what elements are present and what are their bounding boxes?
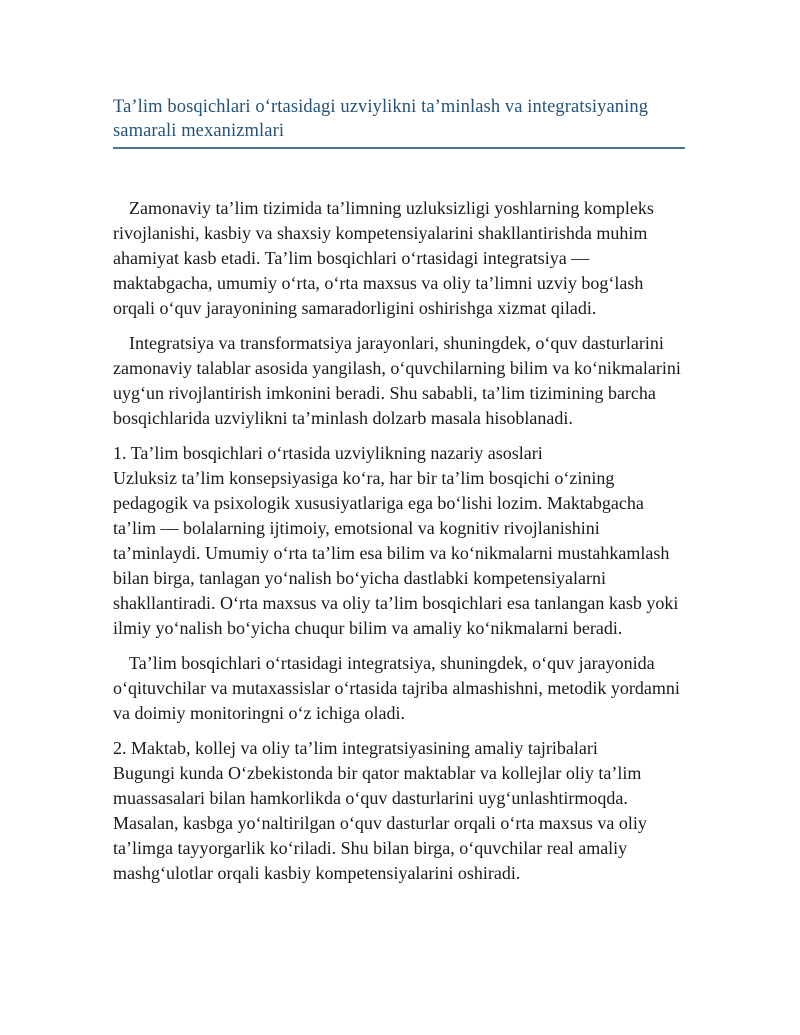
section-1 [113,441,685,641]
document-title: Ta’lim bosqichlari oʻrtasidagi uzviylikni ta’minlash va integratsiyaning samarali mexanizmlari [113,95,685,149]
paragraph-intro-1: Zamonaviy ta’lim tizimida ta’limning uzluksizligi yoshlarning kompleks rivojlanishi, kasbiy va shaxsiy kompetensiyalarini shakllantirishda muhim ahamiyat kasb etadi. Ta’lim bosqichlari oʻrtasidagi integratsiya — maktabgacha, umumiy oʻrta, oʻrta maxsus va oliy ta’limni uzviy bogʻlash orqali oʻquv jarayonining samaradorligini oshirishga xizmat qiladi. [113,198,654,318]
section-1-heading: 1. Ta’lim bosqichlari oʻrtasida uzviylikning nazariy asoslari [113,443,543,463]
document-body [113,196,685,886]
section-2 [113,736,685,886]
paragraph-integration: Ta’lim bosqichlari oʻrtasidagi integratsiya, shuningdek, oʻquv jarayonida oʻqituvchilar va mutaxassislar oʻrtasida tajriba almashishni, metodik yordamni va doimiy monitoringni oʻz ichiga oladi. [113,653,680,723]
section-2-heading: 2. Maktab, kollej va oliy ta’lim integratsiyasining amaliy tajribalari [113,738,598,758]
paragraph-intro-2: Integratsiya va transformatsiya jarayonlari, shuningdek, oʻquv dasturlarini zamonaviy talablar asosida yangilash, oʻquvchilarning bilim va koʻnikmalarini uygʻun rivojlantirish imkonini beradi. Shu sababli, ta’lim tizimining barcha bosqichlarida uzviylikni ta’minlash dolzarb masala hisoblanadi. [113,333,681,428]
section-2-body: Bugungi kunda Oʻzbekistonda bir qator maktablar va kollejlar oliy ta’lim muassasalari bilan hamkorlikda oʻquv dasturlarini uygʻunlashtirmoqda. Masalan, kasbga yoʻnaltirilgan oʻquv dasturlar orqali oʻrta maxsus va oliy ta’limga tayyorgarlik koʻriladi. Shu bilan birga, oʻquvchilar real amaliy mashgʻulotlar orqali kasbiy kompetensiyalarini oshiradi. [113,763,647,883]
section-1-body: Uzluksiz ta’lim konsepsiyasiga koʻra, har bir ta’lim bosqichi oʻzining pedagogik va psixologik xususiyatlariga ega boʻlishi lozim. Maktabgacha ta’lim — bolalarning ijtimoiy, emotsional va kognitiv rivojlanishini ta’minlaydi. Umumiy oʻrta ta’lim esa bilim va koʻnikmalarni mustahkamlash bilan birga, tanlagan yoʻnalish boʻyicha dastlabki kompetensiyalarni shakllantiradi. Oʻrta maxsus va oliy ta’lim bosqichlari esa tanlangan kasb yoki ilmiy yoʻnalish boʻyicha chuqur bilim va amaliy koʻnikmalarni beradi. [113,468,679,638]
